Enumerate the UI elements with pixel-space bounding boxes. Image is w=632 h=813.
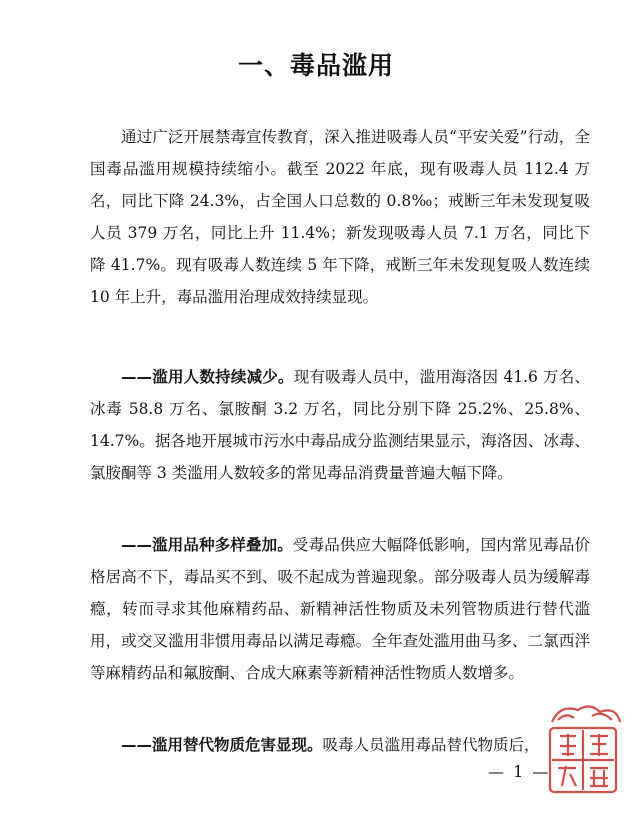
paragraph-text: 吸毒人员滥用毒品替代物质后，: [322, 736, 540, 754]
paragraph-users-decrease: [90, 361, 590, 489]
paragraph-text: 通过广泛开展禁毒宣传教育，深入推进吸毒人员“平安关爱”行动，全国毒品滥用规模持续缩小。截至 2022 年底，现有吸毒人员 112.4 万名，同比下降 24.3%，占全国人口总数的 0.8‰；戒断三年未发现复吸人员 379 万名，同比上升 11.4%；新发现吸毒人员 7.1 万名，同比下降 41.7%。现有吸毒人数连续 5 年下降，戒断三年未发现复吸人数连续 10 年上升，毒品滥用治理成效持续显现。: [90, 128, 590, 306]
paragraph-substitute-harm: [90, 729, 590, 761]
paragraph-text: 受毒品供应大幅降低影响，国内常见毒品价格居高不下，毒品买不到、吸不起成为普遍现象。部分吸毒人员为缓解毒瘾，转而寻求其他麻精药品、新精神活性物质及未列管物质进行替代滥用，或交叉滥用非惯用毒品以满足毒瘾。全年查处滥用曲马多、二氯西泮等麻精药品和氟胺酮、合成大麻素等新精神活性物质人数增多。: [90, 536, 590, 682]
seal-logo-icon: [540, 700, 626, 800]
paragraph-overview: [90, 121, 590, 313]
paragraph-lead: ——滥用替代物质危害显现。: [121, 736, 323, 754]
paragraph-text: 现有吸毒人员中，滥用海洛因 41.6 万名、冰毒 58.8 万名、氯胺酮 3.2 万名，同比分别下降 25.2%、25.8%、14.7%。据各地开展城市污水中毒品成分监测结果显示，海洛因、冰毒、氯胺酮等 3 类滥用人数较多的常见毒品消费量普遍大幅下降。: [90, 368, 590, 482]
paragraph-lead: ——滥用人数持续减少。: [121, 368, 294, 386]
paragraph-lead: ——滥用品种多样叠加。: [121, 536, 293, 554]
paragraph-varieties: [90, 529, 590, 689]
page-number: — 1 —: [488, 762, 551, 781]
section-title: 一、毒品滥用: [237, 51, 394, 80]
